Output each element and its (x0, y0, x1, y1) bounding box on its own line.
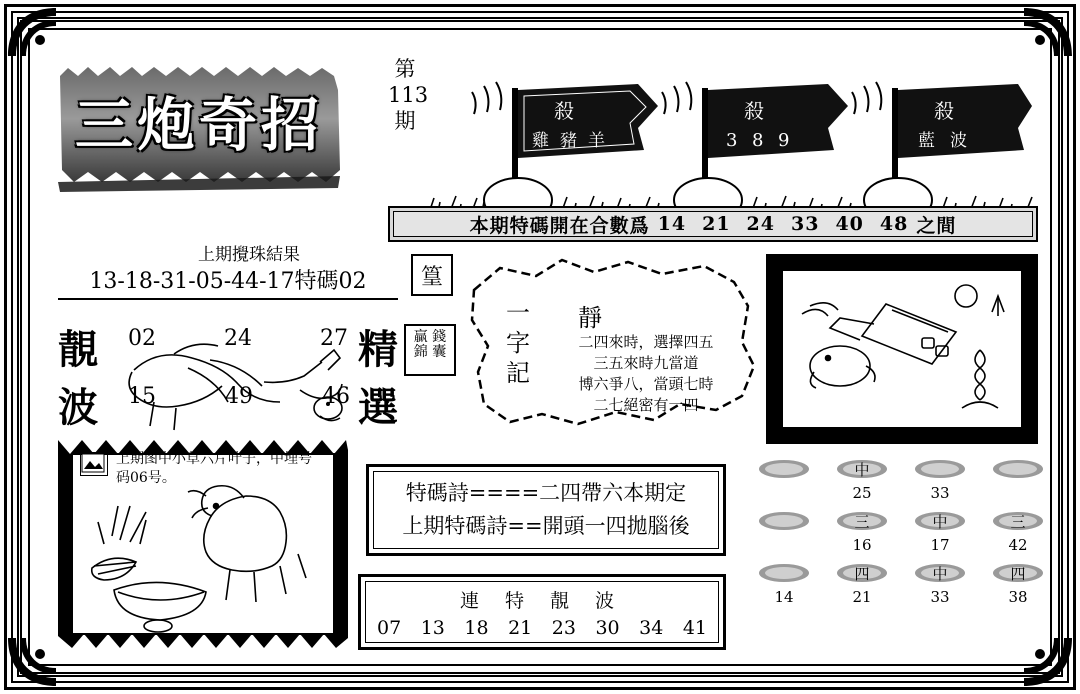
seal-stamp-top: 篁 (411, 254, 453, 296)
blob-row-3-numbers (758, 588, 1044, 606)
blob-number: 17 (930, 536, 950, 554)
blob-shape (992, 458, 1044, 480)
blob-cell (992, 458, 1044, 480)
blob-label: 四 (1010, 564, 1026, 583)
blob-label: 四 (854, 564, 870, 583)
blob-shape (758, 458, 810, 480)
lt-number: 21 (508, 616, 533, 639)
blob-row-1-numbers (758, 484, 1044, 502)
poster-content (36, 36, 1044, 658)
blob-label: 中 (932, 564, 948, 583)
svg-text:藍: 藍 (918, 131, 935, 151)
combo-number: 33 (791, 213, 820, 235)
liangbo-label-top: 靚 (58, 326, 98, 373)
blob-shape (914, 458, 966, 480)
combo-number: 40 (835, 213, 864, 235)
blob-cell (758, 510, 810, 532)
combo-number: 21 (702, 213, 731, 235)
lt-number: 41 (682, 616, 707, 639)
blob-row-1 (758, 458, 1044, 480)
tema-poem-box (366, 464, 726, 556)
lian-te-liang-bo-heading: 連 特 靚 波 (459, 589, 625, 612)
blob-cell (836, 458, 888, 480)
blob-number (992, 484, 1044, 502)
tema-poem-inner (373, 471, 719, 549)
svg-text:3: 3 (726, 130, 738, 151)
liangbo-label-bottom: 波 (58, 384, 98, 431)
blob-label: 三 (854, 512, 870, 531)
svg-text:殺: 殺 (934, 99, 954, 123)
blob-number: 38 (1008, 588, 1028, 606)
map-poem-block (466, 254, 766, 436)
poem-line: 博六爭八，當頭七時 (578, 375, 714, 393)
svg-text:殺: 殺 (744, 99, 764, 123)
select-number: 24 (224, 326, 252, 351)
bottom-left-picture (58, 440, 348, 648)
jingxuan-label-top: 精 (358, 326, 398, 373)
blob-number: 16 (852, 536, 872, 554)
select-row-2 (128, 384, 350, 409)
combination-bar-inner (393, 211, 1033, 237)
poem-vertical-label: 一 字 記 (506, 299, 530, 387)
blob-cell (758, 562, 810, 584)
blob-cell (836, 510, 888, 532)
blob-number (758, 484, 810, 502)
seal-line-2: 錦 囊 (413, 344, 447, 360)
combo-prefix: 本期特碼開在合數爲 (469, 214, 650, 237)
lian-te-liang-bo-box (358, 574, 726, 650)
combo-number: 48 (879, 213, 909, 235)
select-number: 49 (225, 384, 253, 409)
blob-label: 三 (1010, 512, 1026, 531)
poem-line: 二四來時，選擇四五 (578, 333, 714, 351)
blob-number (758, 536, 810, 554)
select-number: 02 (128, 326, 156, 351)
issue-label (388, 56, 429, 134)
select-row-1 (128, 326, 348, 351)
tema-poem-line-1: 特碼詩====二四帶六本期定 (405, 481, 687, 505)
blob-row-3 (758, 562, 1044, 584)
svg-text:豬: 豬 (560, 131, 577, 151)
poem-lines (536, 332, 756, 416)
seal-stamp-bottom (404, 324, 456, 376)
page-title: 三炮奇招 (74, 91, 323, 159)
select-number: 46 (322, 384, 350, 409)
tema-poem-line-2: 上期特碼詩==開頭一四拋腦後 (402, 514, 690, 538)
combo-number: 24 (746, 213, 775, 235)
select-number: 15 (128, 384, 156, 409)
svg-text:9: 9 (778, 130, 790, 151)
poem-line: 二七絕密有一四 (593, 396, 699, 414)
blob-label: 中 (854, 460, 870, 479)
blob-label: 中 (932, 512, 948, 531)
select-number: 27 (320, 326, 348, 351)
issue-prefix: 第 (394, 57, 416, 81)
svg-text:雞: 雞 (532, 131, 549, 151)
lt-number: 18 (464, 616, 489, 639)
seal-line-1: 贏 錢 (413, 329, 447, 345)
issue-suffix: 期 (394, 109, 416, 133)
note-text: 上期图中小草六片叶子，中埋号码06号。 (116, 451, 312, 486)
last-draw-label: 上期攪珠結果 (198, 245, 300, 265)
lian-te-liang-bo-numbers (377, 617, 707, 639)
combination-bar (388, 206, 1038, 242)
jingxuan-label-bottom: 選 (358, 384, 398, 431)
blob-row-2 (758, 510, 1044, 532)
blob-cell (914, 562, 966, 584)
flags-illustration (426, 50, 1038, 225)
blob-number: 25 (852, 484, 872, 502)
blob-cell (758, 458, 810, 480)
blob-cell (992, 510, 1044, 532)
lt-number: 23 (551, 616, 576, 639)
blob-number: 33 (930, 484, 950, 502)
poem-line: 三五來時九當道 (593, 354, 699, 372)
blob-row-2-numbers (758, 536, 1044, 554)
lian-te-liang-bo-inner (365, 581, 719, 643)
blob-shape (758, 510, 810, 532)
combo-suffix: 之間 (916, 214, 957, 237)
blob-shape (758, 562, 810, 584)
blob-cell (914, 458, 966, 480)
svg-text:羊: 羊 (588, 131, 605, 151)
svg-text:8: 8 (752, 130, 764, 151)
title-block (54, 50, 344, 198)
blob-number-grid (758, 458, 1044, 654)
last-draw-numbers: 13-18-31-05-44-17特碼02 (58, 264, 398, 300)
blob-number: 42 (1008, 536, 1028, 554)
lt-number: 30 (595, 616, 620, 639)
issue-number: 113 (388, 83, 429, 107)
blob-number: 21 (852, 588, 872, 606)
blob-cell (914, 510, 966, 532)
picture-icon (80, 452, 108, 476)
poem-heading: 靜 (578, 304, 602, 332)
svg-text:殺: 殺 (554, 99, 574, 123)
top-right-picture (766, 254, 1038, 444)
blob-cell (836, 562, 888, 584)
lt-number: 13 (420, 616, 445, 639)
blob-cell (992, 562, 1044, 584)
lt-number: 07 (377, 616, 402, 639)
combo-number: 14 (657, 213, 687, 235)
svg-text:波: 波 (950, 131, 967, 151)
lt-number: 34 (639, 616, 664, 639)
blob-number: 14 (774, 588, 794, 606)
blob-number: 33 (930, 588, 950, 606)
